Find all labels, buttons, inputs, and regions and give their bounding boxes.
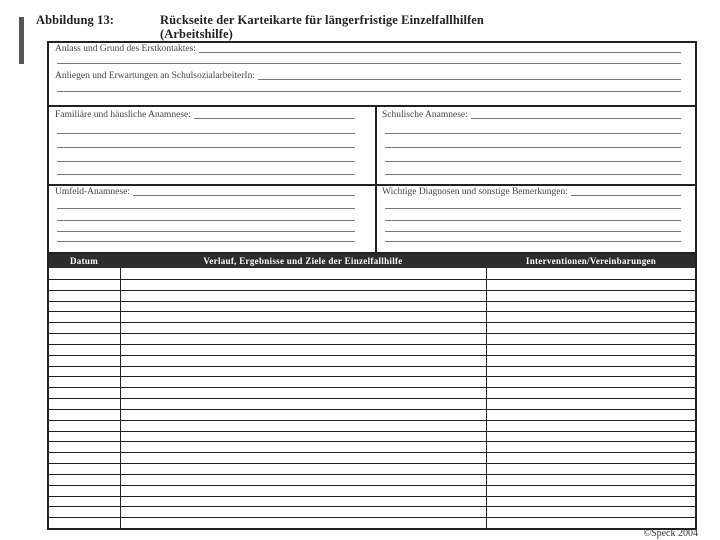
column-header-interventionen: Interventionen/Vereinbarungen <box>525 256 657 266</box>
column-header-verlauf: Verlauf, Ergebnisse und Ziele der Einzelfallhilfe <box>203 256 403 266</box>
table-row-line <box>49 474 695 475</box>
section-erstkontakt <box>49 43 695 107</box>
figure-title-text: Rückseite der Karteikarte für längerfristige Einzelfallhilfen <box>160 13 484 27</box>
figure-title <box>36 13 484 41</box>
table-row-line <box>49 355 695 356</box>
table-row-line <box>49 279 695 280</box>
field-label-anlass: Anlass und Grund des Erstkontaktes: <box>55 44 199 54</box>
table-row-line <box>49 376 695 377</box>
table-row-line <box>49 506 695 507</box>
field-label-anliegen: Anliegen und Erwartungen an SchulsozialarbeiterIn: <box>55 71 258 81</box>
table-row-line <box>49 463 695 464</box>
table-row-line <box>49 409 695 410</box>
field-label-schulische: Schulische Anamnese: <box>382 110 471 120</box>
table-row-line <box>49 496 695 497</box>
table-row-line <box>49 322 695 323</box>
table-row-line <box>49 517 695 518</box>
section-umfeld-diagnosen <box>49 186 695 254</box>
table-row-line <box>49 398 695 399</box>
table-row-line <box>49 452 695 453</box>
table-row-line <box>49 311 695 312</box>
table-row-line <box>49 420 695 421</box>
table-row-line <box>49 387 695 388</box>
index-card-form <box>47 41 697 530</box>
table-row-line <box>49 431 695 432</box>
figure-label: Abbildung 13: <box>36 13 115 27</box>
figure-subtitle: (Arbeitshilfe) <box>160 27 233 41</box>
table-row-line <box>49 441 695 442</box>
copyright-notice: ©Speck 2004 <box>643 528 698 539</box>
table-row-line <box>49 290 695 291</box>
progress-table-header <box>49 254 695 268</box>
table-row-line <box>49 344 695 345</box>
field-label-umfeld: Umfeld-Anamnese: <box>55 187 133 197</box>
table-row-line <box>49 301 695 302</box>
table-row-line <box>49 333 695 334</box>
table-row-line <box>49 485 695 486</box>
column-header-datum: Datum <box>70 256 98 266</box>
section-anamnese <box>49 107 695 186</box>
field-label-familiaere: Familiäre und häusliche Anamnese: <box>55 110 194 120</box>
table-row-line <box>49 366 695 367</box>
slide-accent-bar <box>19 17 24 64</box>
field-label-diagnosen: Wichtige Diagnosen und sonstige Bemerkungen: <box>382 187 571 197</box>
